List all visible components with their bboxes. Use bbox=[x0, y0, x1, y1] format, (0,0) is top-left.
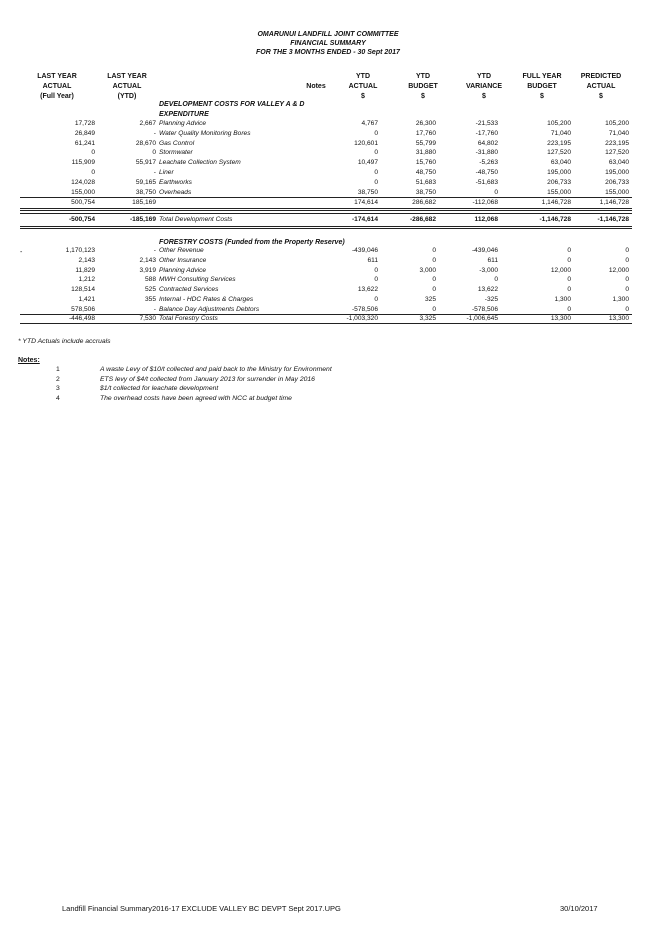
col-label: YTD bbox=[477, 73, 491, 80]
cell: -174,614 bbox=[351, 216, 378, 223]
footnote: * YTD Actuals include accruals bbox=[18, 338, 111, 345]
cell: - bbox=[153, 129, 156, 137]
row-label: Other Insurance bbox=[159, 256, 207, 264]
note-number: 1 bbox=[56, 366, 60, 373]
cell: 0 bbox=[374, 129, 378, 137]
col-ytd-actual bbox=[338, 72, 388, 102]
development-heading: DEVELOPMENT COSTS FOR VALLEY A & D bbox=[159, 101, 305, 108]
cell: -112,068 bbox=[472, 199, 498, 206]
cell: -185,169 bbox=[129, 216, 156, 223]
col-label: FULL YEAR bbox=[522, 73, 562, 80]
cell: -3,000 bbox=[479, 266, 498, 274]
cell: 174,614 bbox=[354, 199, 378, 206]
forestry-heading: FORESTRY COSTS (Funded from the Property Reserve) bbox=[159, 239, 345, 246]
table-row bbox=[0, 129, 656, 139]
cell: 28,670 bbox=[135, 139, 156, 147]
col-label: ACTUAL bbox=[112, 83, 142, 90]
cell: 124,028 bbox=[71, 178, 95, 186]
cell: -286,682 bbox=[409, 216, 436, 223]
cell: 3,919 bbox=[139, 266, 156, 274]
col-label: $ bbox=[599, 93, 603, 100]
divider bbox=[20, 228, 632, 229]
cell: 0 bbox=[374, 178, 378, 186]
footer-date: 30/10/2017 bbox=[560, 904, 598, 913]
col-label: LAST YEAR bbox=[37, 73, 77, 80]
col-label: LAST YEAR bbox=[107, 73, 147, 80]
cell: -325 bbox=[484, 296, 498, 303]
cell: 63,040 bbox=[550, 159, 571, 167]
col-label: $ bbox=[540, 93, 544, 100]
cell: 112,068 bbox=[474, 216, 498, 223]
notes-heading: Notes: bbox=[18, 357, 40, 364]
cell: 1,170,123 bbox=[65, 247, 95, 254]
cell: 155,000 bbox=[547, 188, 571, 196]
cell: Total Forestry Costs bbox=[159, 315, 218, 322]
note-text: The overhead costs have been agreed with NCC at budget time bbox=[100, 394, 292, 402]
cell: -439,046 bbox=[471, 247, 498, 254]
cell: 51,683 bbox=[415, 178, 436, 186]
cell: 38,750 bbox=[357, 188, 378, 196]
row-label: Planning Advice bbox=[159, 266, 207, 274]
report-subtitle: FINANCIAL SUMMARY bbox=[290, 40, 366, 47]
cell: 0 bbox=[374, 266, 378, 274]
cell: 13,622 bbox=[477, 286, 498, 294]
cell: 105,200 bbox=[605, 120, 629, 127]
note-text: ETS levy of $4/t collected from January 2013 for surrender in May 2016 bbox=[100, 375, 315, 383]
row-label: Internal - HDC Rates & Charges bbox=[159, 296, 254, 303]
cell: -17,760 bbox=[475, 129, 498, 137]
cell: 0 bbox=[432, 286, 436, 294]
cell: 48,750 bbox=[415, 169, 436, 176]
cell: 500,754 bbox=[71, 199, 95, 206]
cell: -500,754 bbox=[68, 216, 95, 223]
table-row bbox=[0, 256, 656, 266]
cell: 26,849 bbox=[74, 129, 95, 137]
cell: -5,263 bbox=[479, 159, 498, 167]
col-label: $ bbox=[421, 93, 425, 100]
cell: 0 bbox=[432, 305, 436, 313]
cell: 17,760 bbox=[415, 129, 436, 137]
cell: 38,750 bbox=[415, 188, 436, 196]
col-label: $ bbox=[361, 93, 365, 100]
cell: 578,506 bbox=[71, 305, 95, 313]
development-subtotal-row bbox=[0, 198, 656, 208]
row-label: MWH Consulting Services bbox=[159, 276, 236, 284]
note-number: 4 bbox=[56, 394, 60, 402]
cell: 63,040 bbox=[608, 159, 629, 167]
cell: -31,880 bbox=[475, 149, 498, 157]
cell: 13,300 bbox=[550, 315, 571, 322]
cell: -48,750 bbox=[475, 169, 498, 176]
cell: 0 bbox=[374, 149, 378, 157]
cell: 127,520 bbox=[605, 149, 629, 157]
table-row bbox=[0, 119, 656, 129]
cell: Total Development Costs bbox=[159, 216, 233, 223]
cell: 13,622 bbox=[357, 286, 378, 294]
cell: 11,829 bbox=[75, 266, 95, 274]
cell: 206,733 bbox=[547, 178, 571, 186]
table-row bbox=[0, 295, 656, 305]
cell: 355 bbox=[144, 296, 156, 303]
cell: 15,760 bbox=[415, 159, 436, 167]
cell: 0 bbox=[432, 247, 436, 254]
cell: 223,195 bbox=[547, 139, 571, 147]
col-notes: Notes bbox=[306, 83, 326, 90]
cell: 0 bbox=[625, 247, 629, 254]
cell: -1,146,728 bbox=[597, 216, 629, 223]
divider bbox=[20, 323, 632, 324]
cell: 71,040 bbox=[608, 129, 629, 137]
divider bbox=[20, 208, 632, 209]
cell: 1,300 bbox=[554, 296, 571, 303]
row-label: Balance Day Adjustments Debtors bbox=[159, 305, 260, 313]
note-number: 2 bbox=[56, 375, 60, 383]
cell: 0 bbox=[374, 169, 378, 176]
note-text: $1/t collected for leachate development bbox=[100, 385, 219, 392]
cell: 71,040 bbox=[550, 129, 571, 137]
cell: 55,917 bbox=[135, 159, 156, 167]
cell: 1,212 bbox=[78, 276, 95, 284]
cell: - bbox=[153, 169, 156, 176]
cell: -578,506 bbox=[351, 305, 378, 313]
col-label: YTD bbox=[356, 73, 370, 80]
cell: 2,667 bbox=[139, 120, 156, 127]
cell: 1,300 bbox=[612, 296, 629, 303]
cell: 0 bbox=[625, 286, 629, 294]
table-row bbox=[0, 168, 656, 178]
cell: 525 bbox=[144, 286, 156, 294]
cell: 4,767 bbox=[361, 120, 378, 127]
development-total-row bbox=[0, 215, 656, 225]
table-row bbox=[0, 275, 656, 285]
cell: -446,498 bbox=[68, 315, 95, 322]
footer-filename: Landfill Financial Summary2016-17 EXCLUDE VALLEY BC DEVPT Sept 2017.UPG bbox=[62, 904, 341, 913]
cell: -51,683 bbox=[475, 178, 498, 186]
note-number: 3 bbox=[56, 385, 60, 392]
cell: 55,799 bbox=[415, 139, 436, 147]
cell: 0 bbox=[91, 169, 95, 176]
col-label: ACTUAL bbox=[586, 83, 616, 90]
cell: 10,497 bbox=[357, 159, 378, 167]
cell: 0 bbox=[91, 149, 95, 157]
cell: 13,300 bbox=[608, 315, 629, 322]
col-last-year-ytd bbox=[96, 72, 158, 102]
row-label: Overheads bbox=[159, 188, 192, 196]
col-ytd-variance bbox=[456, 72, 512, 102]
cell: 105,200 bbox=[547, 120, 571, 127]
col-predicted-actual bbox=[572, 72, 630, 102]
cell: -578,506 bbox=[471, 305, 498, 313]
cell: 1,146,728 bbox=[541, 199, 571, 206]
cell: - bbox=[153, 247, 156, 254]
cell: -439,046 bbox=[351, 247, 378, 254]
cell: 12,000 bbox=[550, 266, 571, 274]
cell: 588 bbox=[144, 276, 156, 284]
col-label: BUDGET bbox=[408, 83, 438, 90]
cell: 0 bbox=[567, 276, 571, 284]
cell: 325 bbox=[424, 296, 436, 303]
cell: 155,000 bbox=[71, 188, 95, 196]
row-label: Liner bbox=[159, 169, 174, 176]
cell: 26,300 bbox=[415, 120, 436, 127]
cell: 0 bbox=[374, 276, 378, 284]
table-row bbox=[0, 246, 656, 256]
col-label: ACTUAL bbox=[42, 83, 72, 90]
col-full-year-budget bbox=[512, 72, 572, 102]
table-row bbox=[0, 266, 656, 276]
cell: 2,143 bbox=[78, 256, 95, 264]
cell: -21,533 bbox=[475, 120, 498, 127]
cell: 155,000 bbox=[605, 188, 629, 196]
row-label: Earthworks bbox=[159, 178, 192, 186]
row-label: Leachate Collection System bbox=[159, 159, 241, 167]
cell: 0 bbox=[432, 276, 436, 284]
cell: 17,728 bbox=[74, 120, 95, 127]
cell: 611 bbox=[367, 256, 378, 264]
row-label: Water Quality Monitoring Bores bbox=[159, 129, 251, 137]
cell: -1,146,728 bbox=[539, 216, 571, 223]
cell: 3,325 bbox=[419, 315, 436, 322]
cell: 0 bbox=[567, 286, 571, 294]
cell: 2,143 bbox=[139, 256, 156, 264]
cell: 0 bbox=[432, 256, 436, 264]
col-ytd-budget bbox=[398, 72, 448, 102]
cell: 286,682 bbox=[412, 199, 436, 206]
divider bbox=[20, 213, 632, 214]
col-label: BUDGET bbox=[527, 83, 557, 90]
report-period: FOR THE 3 MONTHS ENDED - 30 Sept 2017 bbox=[256, 49, 400, 56]
cell: 195,000 bbox=[547, 169, 571, 176]
col-label: YTD bbox=[416, 73, 430, 80]
cell: 7,530 bbox=[139, 315, 156, 322]
cell: 0 bbox=[567, 256, 571, 264]
cell: 12,000 bbox=[608, 266, 629, 274]
table-row bbox=[0, 285, 656, 295]
cell: 1,421 bbox=[78, 296, 95, 303]
cell: - bbox=[153, 305, 156, 313]
table-row bbox=[0, 178, 656, 188]
cell: 59,165 bbox=[135, 178, 156, 186]
cell: -1,006,645 bbox=[466, 315, 498, 322]
cell: 3,000 bbox=[419, 266, 436, 274]
cell: 31,880 bbox=[415, 149, 436, 157]
col-last-year-full bbox=[22, 72, 92, 102]
cell: 0 bbox=[567, 247, 571, 254]
cell: 64,802 bbox=[477, 139, 498, 147]
development-subheading: EXPENDITURE bbox=[159, 111, 209, 118]
table-row bbox=[0, 148, 656, 158]
cell: 185,169 bbox=[132, 199, 156, 206]
cell: 0 bbox=[567, 305, 571, 313]
cell: -1,003,320 bbox=[346, 315, 378, 322]
cell: 195,000 bbox=[605, 169, 629, 176]
cell: 115,909 bbox=[71, 159, 95, 167]
row-label: Stormwater bbox=[159, 149, 193, 157]
cell: 0 bbox=[625, 256, 629, 264]
cell: 206,733 bbox=[605, 178, 629, 186]
divider bbox=[20, 226, 632, 227]
cell: 0 bbox=[494, 276, 498, 284]
table-row bbox=[0, 139, 656, 149]
cell: 127,520 bbox=[547, 149, 571, 157]
divider bbox=[20, 210, 632, 211]
col-label: $ bbox=[482, 93, 486, 100]
row-label: Gas Control bbox=[159, 139, 195, 147]
col-label: (YTD) bbox=[117, 93, 137, 100]
note-text: A waste Levy of $10/t collected and paid back to the Ministry for Environment bbox=[100, 366, 332, 373]
cell: 1,146,728 bbox=[599, 199, 629, 206]
col-label: PREDICTED bbox=[580, 73, 622, 80]
cell: 61,241 bbox=[74, 139, 95, 147]
cell: 128,514 bbox=[71, 286, 95, 294]
col-label: (Full Year) bbox=[40, 93, 74, 100]
cell: 611 bbox=[487, 256, 498, 264]
cell: 120,601 bbox=[354, 139, 378, 147]
cell: 223,195 bbox=[605, 139, 629, 147]
report-title: OMARUNUI LANDFILL JOINT COMMITTEE bbox=[257, 31, 399, 38]
cell: 0 bbox=[494, 188, 498, 196]
cell: 0 bbox=[374, 296, 378, 303]
row-label: Contracted Services bbox=[159, 286, 219, 294]
cell: 0 bbox=[625, 276, 629, 284]
row-label: Other Revenue bbox=[159, 247, 204, 254]
row-label: Planning Advice bbox=[159, 120, 207, 127]
col-label: VARIANCE bbox=[465, 83, 503, 90]
cell: 0 bbox=[152, 149, 156, 157]
cell: 0 bbox=[625, 305, 629, 313]
table-row bbox=[0, 158, 656, 168]
col-label: ACTUAL bbox=[348, 83, 378, 90]
cell: 38,750 bbox=[135, 188, 156, 196]
margin-mark: - bbox=[20, 249, 23, 256]
